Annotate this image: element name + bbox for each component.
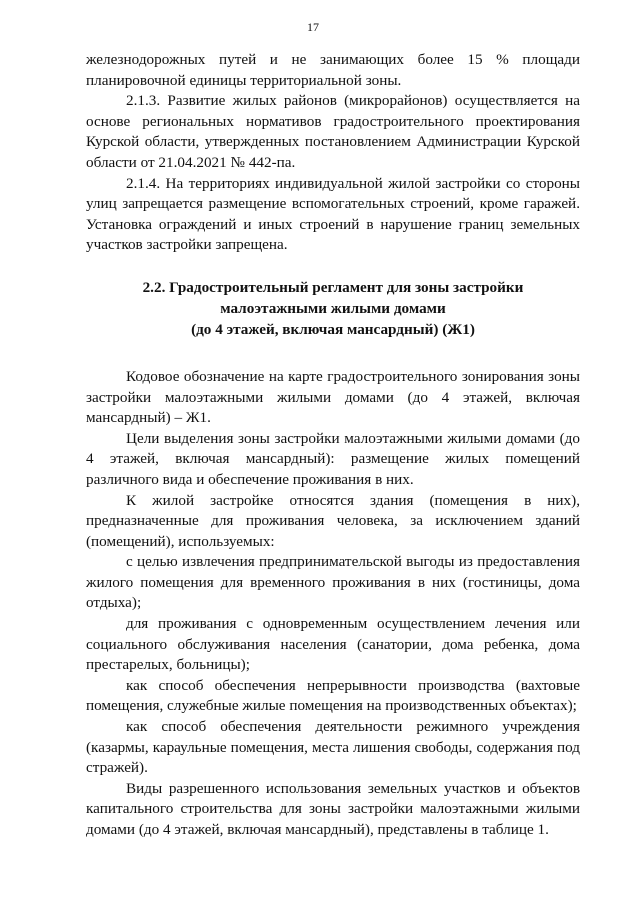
list-item-treatment: для проживания с одновременным осуществлением лечения или социального обслуживания населения (санатории, дома ребенка, дома престарелых, больницы);: [86, 615, 580, 674]
paragraph-permitted-uses: Виды разрешенного использования земельных участков и объектов капитального строительства для зоны застройки малоэтажными жилыми домами (до 4 этажей, включая мансардный), представлены в таблице 1.: [86, 779, 580, 838]
list-item-production: как способ обеспечения непрерывности производства (вахтовые помещения, служебные жилые помещения на производственных объектах);: [86, 676, 580, 715]
paragraph-2-1-4: 2.1.4. На территориях индивидуальной жилой застройки со стороны улиц запрещается размещение вспомогательных строений, кроме гаражей. Установка ограждений и иных строений в нарушение границ земельных участков застройки запрещена.: [86, 174, 580, 254]
page-content: [86, 50, 580, 841]
paragraph-zone-goals: Цели выделения зоны застройки малоэтажными жилыми домами (до 4 этажей, включая мансардный): размещение жилых помещений различного вида и обеспечение проживания в них.: [86, 429, 580, 488]
list-item-business: с целью извлечения предпринимательской выгоды из предоставления жилого помещения для временного проживания в них (гостиницы, дома отдыха);: [86, 553, 580, 612]
page-number: 17: [307, 20, 319, 34]
paragraph-code-designation: Кодовое обозначение на карте градостроительного зонирования зоны застройки малоэтажными жилыми домами (до 4 этажей, включая мансардный) – Ж1.: [86, 367, 580, 427]
paragraph-residential-definition: К жилой застройке относятся здания (помещения в них), предназначенные для проживания человека, за исключением зданий (помещений), используемых:: [86, 491, 580, 550]
list-item-regime: как способ обеспечения деятельности режимного учреждения (казармы, караульные помещения, места лишения свободы, содержания под стражей).: [86, 718, 580, 777]
section-heading-line-2: малоэтажными жилыми домами: [220, 299, 446, 317]
section-heading-line-3: (до 4 этажей, включая мансардный) (Ж1): [191, 320, 475, 338]
section-heading-line-1: 2.2. Градостроительный регламент для зоны застройки: [142, 278, 524, 296]
section-heading: [86, 277, 580, 340]
paragraph-continuation: железнодорожных путей и не занимающих более 15 % площади планировочной единицы территориальной зоны.: [86, 51, 580, 89]
paragraph-2-1-3: 2.1.3. Развитие жилых районов (микрорайонов) осуществляется на основе региональных нормативов градостроительного проектирования Курской области, утвержденных постановлением Администрации Курской области от 21.04.2021 № 442-па.: [86, 92, 580, 171]
